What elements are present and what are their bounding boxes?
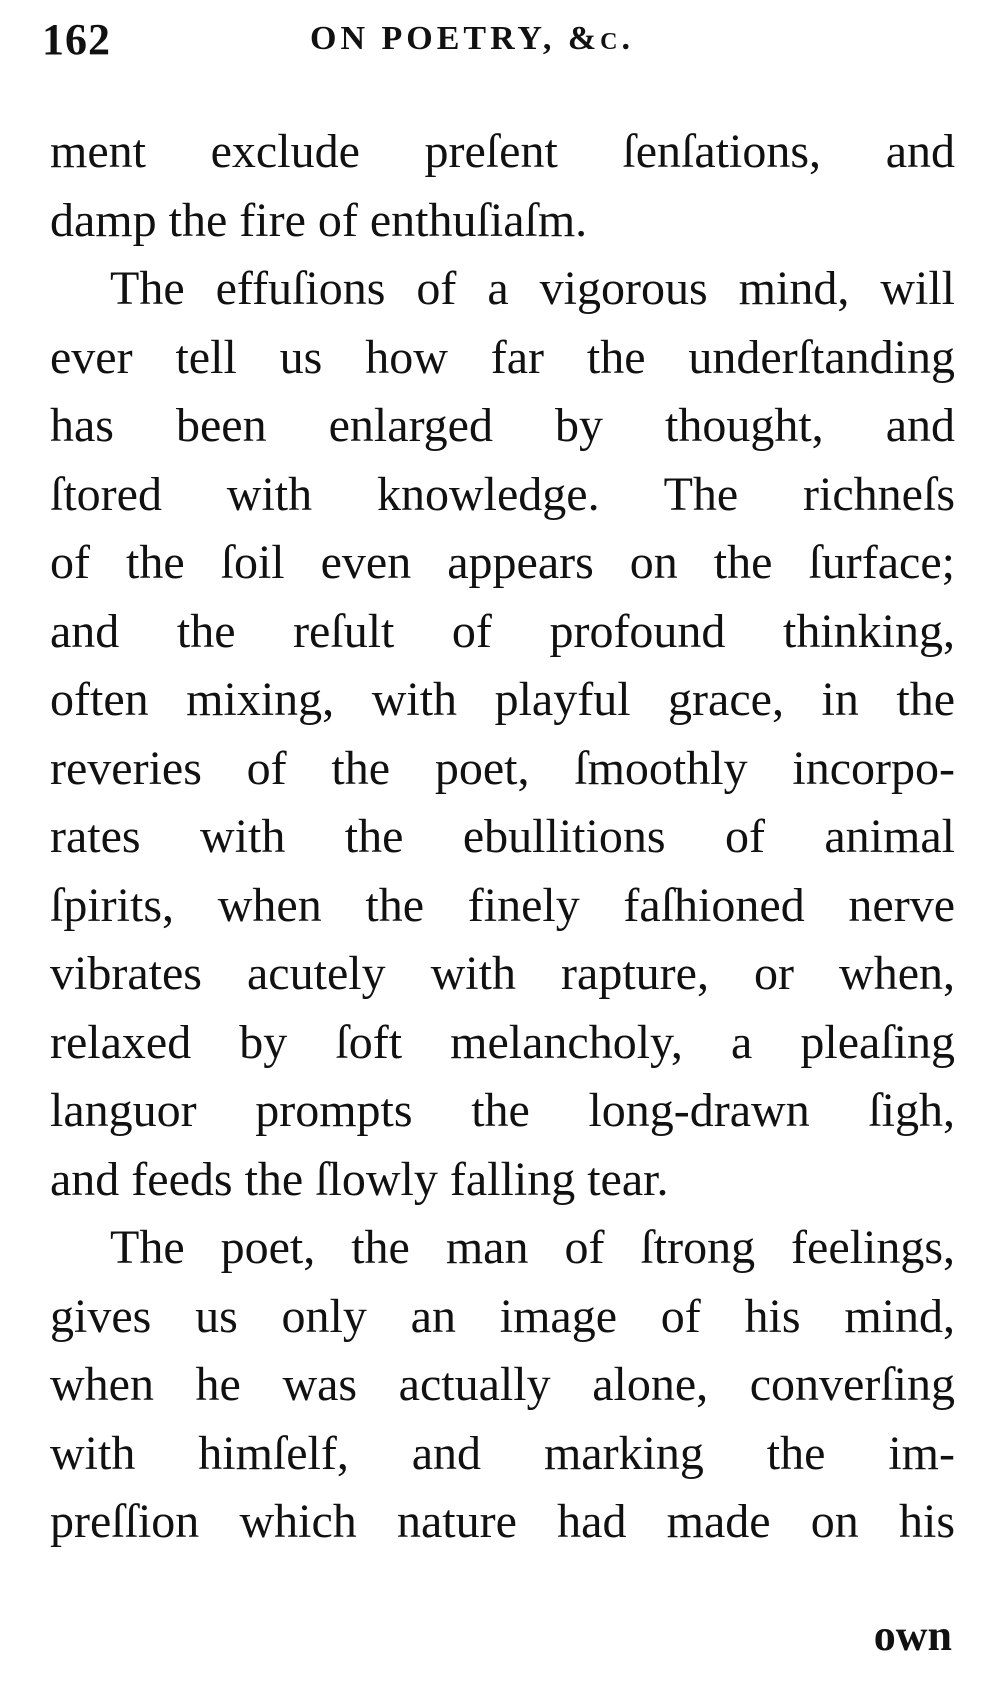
- text-line: often mixing, with playful grace, in the: [50, 673, 955, 726]
- text-line: of the ſoil even appears on the ſurface;: [50, 536, 955, 589]
- text-line: The poet, the man of ſtrong feelings,: [110, 1221, 955, 1274]
- page-header: [42, 14, 942, 74]
- page-number: 162: [42, 15, 111, 64]
- running-head: ON POETRY, &c.: [310, 20, 635, 57]
- text-line: ment exclude preſent ſenſations, and: [50, 125, 955, 178]
- text-line: and the reſult of profound thinking,: [50, 604, 955, 658]
- text-line: languor prompts the long-drawn ſigh,: [50, 1084, 955, 1137]
- text-line: ever tell us how far the underſtanding: [50, 330, 955, 384]
- text-line: vibrates acutely with rapture, or when,: [50, 947, 955, 1000]
- text-line: damp the fire of enthuſiaſm.: [50, 193, 588, 247]
- text-line: has been enlarged by thought, and: [50, 399, 955, 452]
- text-line: ſtored with knowledge. The richneſs: [50, 467, 955, 521]
- text-line: reveries of the poet, ſmoothly incorpo-: [50, 741, 955, 795]
- text-line: relaxed by ſoft melancholy, a pleaſing: [50, 1015, 955, 1069]
- body-text: [50, 118, 955, 1557]
- text-line: when he was actually alone, converſing: [50, 1358, 955, 1411]
- text-line: ſpirits, when the finely faſhioned nerve: [50, 878, 955, 932]
- text-line: rates with the ebullitions of animal: [50, 810, 955, 863]
- catchword: own: [873, 1611, 952, 1660]
- text-line: gives us only an image of his mind,: [50, 1289, 955, 1343]
- text-line: and feeds the ſlowly falling tear.: [50, 1152, 669, 1206]
- text-line: preſſion which nature had made on his: [50, 1495, 955, 1548]
- text-line: with himſelf, and marking the im-: [50, 1426, 955, 1480]
- text-line: The effuſions of a vigorous mind, will: [110, 262, 955, 315]
